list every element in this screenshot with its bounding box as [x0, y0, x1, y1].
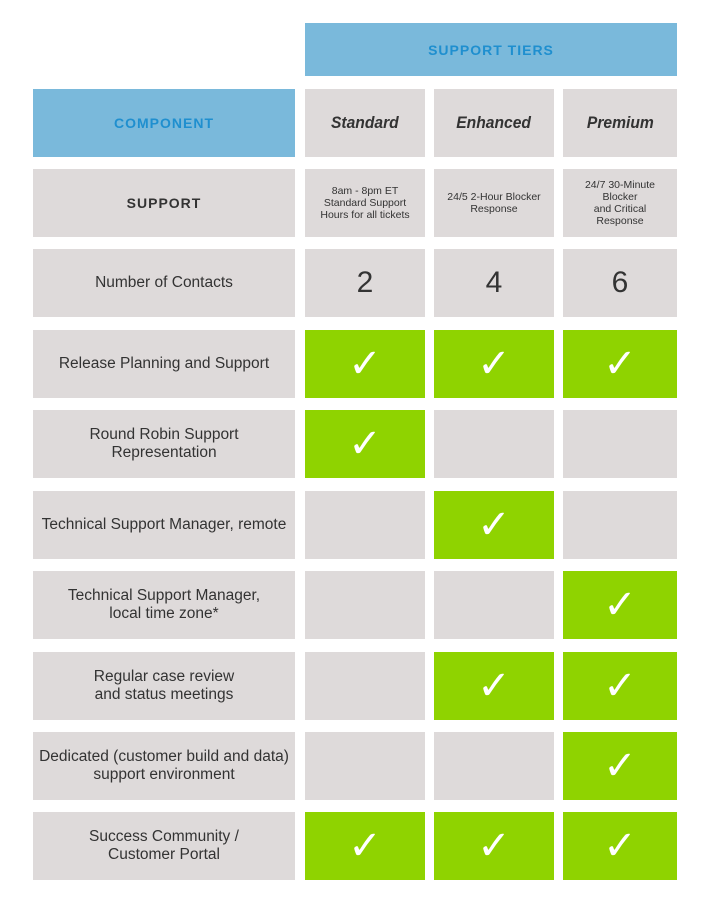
feature-enhanced-cell — [434, 330, 554, 398]
feature-enhanced-cell — [434, 491, 554, 559]
feature-enhanced-cell — [434, 812, 554, 880]
checkmark-icon: ✓ — [603, 341, 637, 387]
feature-standard-cell — [305, 812, 425, 880]
contacts-premium-cell — [563, 249, 677, 317]
feature-row-label-cell — [33, 652, 295, 720]
contacts-row-label-cell — [33, 249, 295, 317]
feature-enhanced-cell — [434, 410, 554, 478]
feature-standard-cell — [305, 410, 425, 478]
contact-count: 4 — [485, 266, 503, 299]
feature-standard-cell — [305, 491, 425, 559]
checkmark-icon: ✓ — [603, 823, 637, 869]
tier-name: Standard — [331, 113, 399, 132]
feature-row-label-cell — [33, 812, 295, 880]
feature-row-label-cell — [33, 732, 295, 800]
checkmark-icon: ✓ — [348, 341, 382, 387]
support-row-label: SUPPORT — [126, 195, 202, 211]
contact-count: 2 — [356, 266, 374, 299]
support-description: 24/5 2-Hour Blocker Response — [447, 191, 541, 215]
tier-name: Enhanced — [456, 113, 532, 132]
component-header — [33, 89, 295, 157]
feature-row-label-cell — [33, 491, 295, 559]
support-tiers-label: SUPPORT TIERS — [428, 41, 554, 58]
tier-standard-header — [305, 89, 425, 157]
feature-premium-cell — [563, 571, 677, 639]
feature-premium-cell — [563, 652, 677, 720]
tier-enhanced-header — [434, 89, 554, 157]
feature-label: Round Robin Support Representation — [89, 426, 239, 461]
feature-premium-cell — [563, 812, 677, 880]
feature-row-label-cell — [33, 571, 295, 639]
feature-enhanced-cell — [434, 732, 554, 800]
contacts-standard-cell — [305, 249, 425, 317]
feature-enhanced-cell — [434, 571, 554, 639]
feature-label: Success Community / Customer Portal — [89, 828, 239, 863]
support-row-label-cell — [33, 169, 295, 237]
feature-premium-cell — [563, 491, 677, 559]
checkmark-icon: ✓ — [603, 743, 637, 789]
tier-name: Premium — [586, 113, 654, 132]
feature-label: Technical Support Manager, local time zone* — [67, 587, 261, 622]
contacts-enhanced-cell — [434, 249, 554, 317]
checkmark-icon: ✓ — [603, 582, 637, 628]
support-description: 24/7 30-Minute Blocker and Critical Response — [584, 179, 656, 227]
feature-label: Regular case review and status meetings — [93, 668, 235, 703]
feature-standard-cell — [305, 732, 425, 800]
feature-premium-cell — [563, 330, 677, 398]
checkmark-icon: ✓ — [477, 663, 511, 709]
checkmark-icon: ✓ — [477, 823, 511, 869]
feature-standard-cell — [305, 652, 425, 720]
tier-premium-header — [563, 89, 677, 157]
feature-standard-cell — [305, 330, 425, 398]
checkmark-icon: ✓ — [348, 823, 382, 869]
feature-label: Release Planning and Support — [58, 355, 270, 372]
feature-label: Dedicated (customer build and data) support environment — [39, 748, 289, 783]
checkmark-icon: ✓ — [348, 421, 382, 467]
checkmark-icon: ✓ — [477, 502, 511, 548]
checkmark-icon: ✓ — [603, 663, 637, 709]
checkmark-icon: ✓ — [477, 341, 511, 387]
feature-row-label-cell — [33, 330, 295, 398]
feature-label: Technical Support Manager, remote — [41, 516, 287, 533]
contacts-row-label: Number of Contacts — [95, 274, 233, 291]
component-label: COMPONENT — [114, 115, 214, 131]
support-premium-cell — [563, 169, 677, 237]
feature-standard-cell — [305, 571, 425, 639]
feature-enhanced-cell — [434, 652, 554, 720]
support-standard-cell — [305, 169, 425, 237]
contact-count: 6 — [611, 266, 629, 299]
support-description: 8am - 8pm ET Standard Support Hours for all tickets — [320, 185, 410, 221]
feature-premium-cell — [563, 410, 677, 478]
support-tiers-header — [305, 23, 677, 76]
support-enhanced-cell — [434, 169, 554, 237]
feature-row-label-cell — [33, 410, 295, 478]
feature-premium-cell — [563, 732, 677, 800]
